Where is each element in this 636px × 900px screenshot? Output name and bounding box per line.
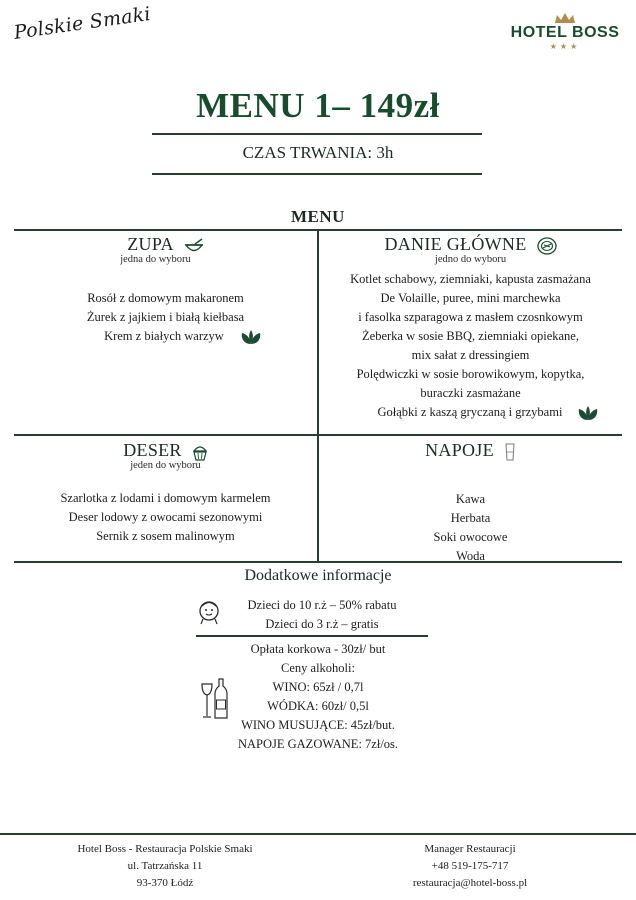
page-title: MENU 1– 149zł — [196, 86, 440, 125]
glass-icon — [504, 443, 516, 461]
list-item: Sernik z sosem malinowym — [96, 529, 235, 544]
additional-info-title: Dodatkowe informacje — [244, 567, 392, 584]
title-divider — [152, 133, 482, 135]
list-item: Dzieci do 10 r.ż – 50% rabatu — [247, 598, 397, 612]
list-item: Ceny alkoholi: — [281, 661, 355, 675]
list-item-vegetarian — [319, 403, 622, 422]
list-item: Polędwiczki w sosie borowikowym, kopytka, — [356, 367, 585, 382]
list-item: buraczki zasmażane — [420, 386, 521, 401]
vegan-leaf-icon — [576, 405, 600, 421]
dessert-subtitle: jeden do wyboru — [130, 460, 201, 472]
list-item: Herbata — [450, 511, 491, 526]
info-divider — [196, 635, 428, 637]
duration-text: CZAS TRWANIA: 3h — [242, 143, 394, 162]
crown-icon — [554, 12, 576, 24]
list-item: Dzieci do 3 r.ż – gratis — [265, 617, 379, 631]
footer-manager-label: Manager Restauracji — [424, 843, 516, 855]
soup-section — [14, 234, 317, 346]
list-item: Rosół z domowym makaronem — [87, 291, 244, 305]
list-item: mix sałat z dressingiem — [411, 348, 530, 363]
dessert-title: DESER — [123, 440, 182, 460]
footer-contact — [360, 841, 580, 892]
list-item-label: Gołąbki z kaszą gryczaną i grzybami — [377, 405, 563, 420]
cupcake-icon — [192, 443, 208, 461]
list-item: Kawa — [455, 492, 486, 507]
hotel-boss-logo — [505, 12, 625, 51]
list-item: Szarlotka z lodami i domowym karmelem — [60, 491, 271, 506]
list-item-vegan — [14, 327, 317, 346]
soup-title: ZUPA — [127, 234, 174, 254]
main-course-section — [319, 234, 622, 422]
list-item: Opłata korkowa - 30zł/ but — [250, 642, 386, 656]
list-item: De Volaille, puree, mini marchewka — [380, 291, 561, 306]
list-item: WÓDKA: 60zł/ 0,5l — [267, 699, 369, 713]
soup-subtitle: jedna do wyboru — [120, 254, 191, 265]
list-item: Żurek z jajkiem i białą kiełbasa — [86, 310, 245, 324]
footer-phone[interactable]: +48 519-175-717 — [431, 860, 509, 872]
duration-divider — [152, 173, 482, 175]
vegan-leaf-icon — [239, 329, 263, 345]
list-item: WINO MUSUJĄCE: 45zł/but. — [241, 718, 395, 732]
footer-divider — [0, 833, 636, 835]
list-item: WINO: 65zł / 0,7l — [272, 680, 364, 694]
list-item: Żeberka w sosie BBQ, ziemniaki opiekane, — [362, 329, 579, 344]
soup-bowl-icon — [184, 238, 204, 254]
grid-middle-line — [14, 434, 622, 436]
dessert-section — [14, 440, 317, 546]
hotel-stars: ★★★ — [549, 42, 581, 51]
main-course-title: DANIE GŁÓWNE — [384, 234, 527, 254]
footer-address — [40, 841, 290, 892]
polskie-smaki-logo: Polskie Smaki — [12, 2, 153, 44]
drinks-title: NAPOJE — [425, 440, 494, 460]
child-icon — [196, 597, 222, 625]
list-item: Woda — [456, 549, 485, 564]
list-item-label: Krem z białych warzyw — [104, 329, 224, 343]
drinks-section — [319, 440, 622, 566]
footer-street: ul. Tatrzańska 11 — [127, 860, 203, 872]
main-course-subtitle: jedno do wyboru — [434, 254, 507, 266]
kids-discounts — [222, 596, 422, 634]
list-item: NAPOJE GAZOWANE: 7zł/os. — [237, 737, 399, 751]
footer-email-link[interactable]: restauracja@hotel-boss.pl — [412, 877, 528, 889]
plate-icon — [537, 237, 557, 255]
alcohol-prices — [168, 640, 468, 754]
list-item: Soki owocowe — [433, 530, 508, 545]
list-item: i fasolka szparagowa z masłem czosnkowym — [358, 310, 583, 325]
footer-city: 93-370 Łódź — [136, 877, 194, 889]
list-item: Kotlet schabowy, ziemniaki, kapusta zasmażana — [350, 272, 591, 287]
footer-restaurant-name: Hotel Boss - Restauracja Polskie Smaki — [77, 843, 253, 855]
list-item: Deser lodowy z owocami sezonowymi — [68, 510, 263, 525]
menu-heading: MENU — [291, 207, 345, 226]
hotel-name: HOTEL BOSS — [510, 24, 620, 41]
